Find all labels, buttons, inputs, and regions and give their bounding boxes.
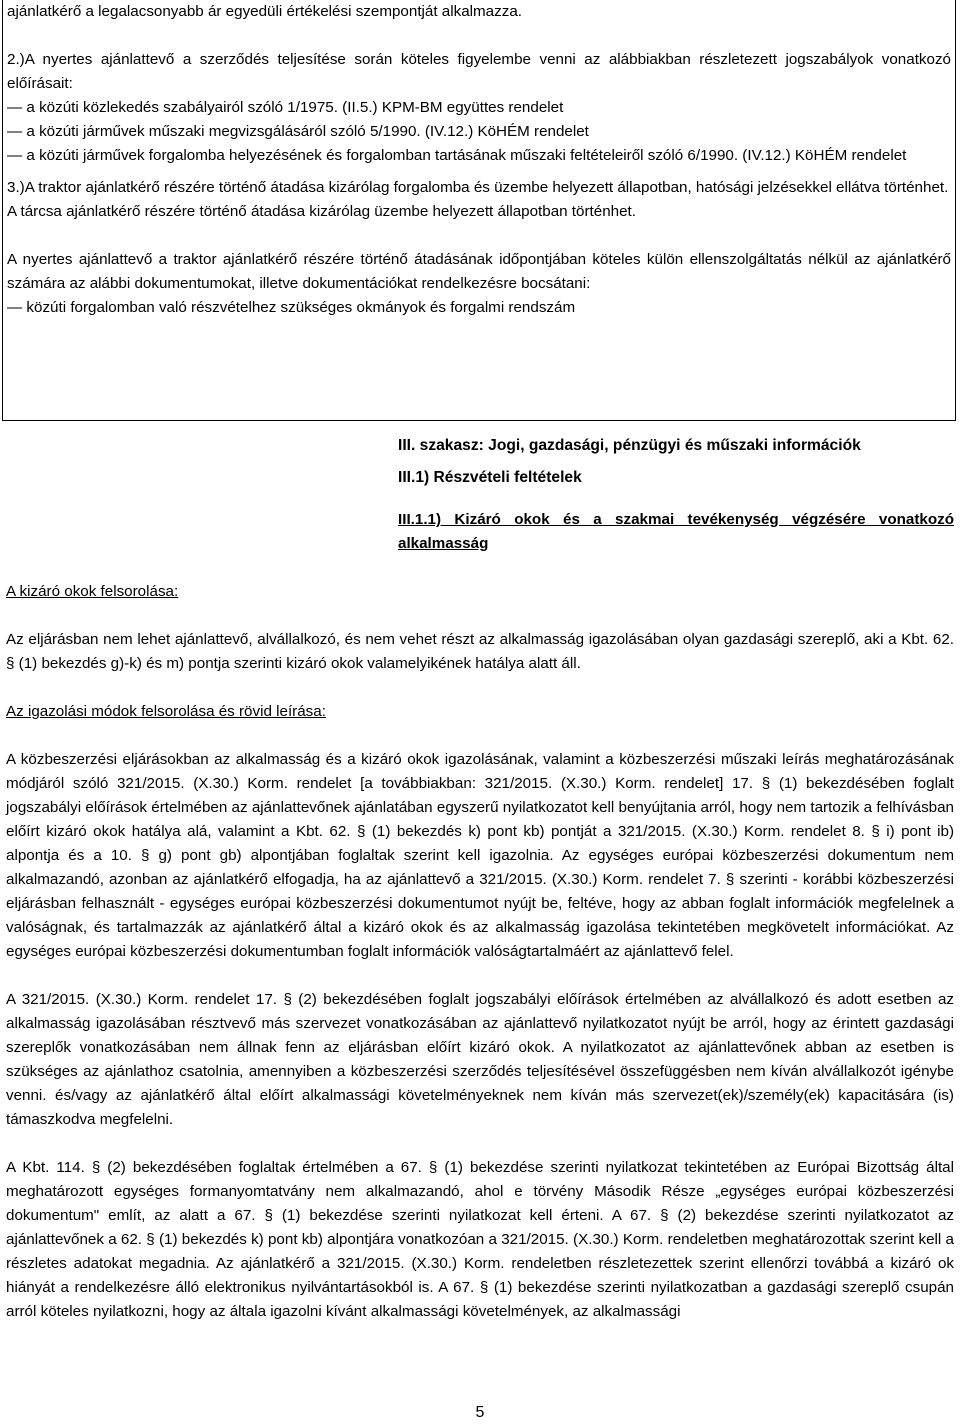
- paragraph-handover: 3.)A traktor ajánlatkérő részére történő átadása kizárólag forgalomba és üzembe helyezett állapotban, hatósági jelzésekkel ellátva történhet.: [7, 179, 949, 196]
- paragraph-proof-2: A 321/2015. (X.30.) Korm. rendelet 17. § (2) bekezdésében foglalt jogszabályi előírások értelmében az alvállalkozó és adott esetben az alkalmasság igazolásában résztvevő más szervezet vonatkozásában az ajánlattevő nyilatkozatot nyújt be arról, hogy az érintett gazdasági szereplők vonatkozásában nem állnak fenn az eljárásban előírt kizáró okok. A nyilatkozatot az ajánlattevőnek abban az esetben is szükséges az ajánlathoz csatolnia, amennyiben a közbeszerzési szerződés teljesítésével összefüggésben nem kíván alvállalkozót igénybe venni. és/vagy az ajánlatkérő által előírt alkalmassági követelményeknek nem kíván más szervezet(ek)/személy(ek) kapacitására (is) támaszkodva megfelelni.: [6, 991, 954, 1128]
- requirements-box: [2, 0, 956, 421]
- subsection-title: III.1) Részvételi feltételek: [398, 469, 582, 486]
- list-item: — a közúti közlekedés szabályairól szóló 1/1975. (II.5.) KPM-BM együttes rendelet: [7, 96, 951, 120]
- section-body: [6, 508, 954, 1324]
- text-line: ajánlatkérő a legalacsonyabb ár egyedüli értékelési szempontját alkalmazza.: [7, 3, 522, 20]
- paragraph-disc: A tárcsa ajánlatkérő részére történő átadása kizárólag üzembe helyezett állapotban történhet.: [7, 203, 636, 220]
- page-number: 5: [475, 1404, 485, 1421]
- section-title: III. szakasz: Jogi, gazdasági, pénzügyi és műszaki információk: [398, 437, 861, 454]
- list-item: — a közúti járművek műszaki megvizsgálásáról szóló 5/1990. (IV.12.) KöHÉM rendelet: [7, 120, 951, 144]
- paragraph-proof-1: A közbeszerzési eljárásokban az alkalmasság és a kizáró okok igazolásának, valamint a közbeszerzési műszaki leírás meghatározásának módjáról szóló 321/2015. (X.30.) Korm. rendelet [a továbbiakban: 321/2015. (X.30.) Korm. rendelet] 17. § (1) bekezdésében foglalt jogszabályi előírások értelmében az ajánlattevőnek ajánlatában egyszerű nyilatkozatot kell benyújtania arról, hogy nem tartozik a felhívásban előírt kizáró okok hatálya alá, valamint a Kbt. 62. § (1) bekezdés k) pont kb) pontját a 321/2015. (X.30.) Korm. rendelet 8. § i) pont ib) alpontja és a 10. § g) pont gb) alpontjában foglaltak szerint kell igazolnia. Az egységes európai közbeszerzési dokumentum nem alkalmazandó, azonban az ajánlatkérő elfogadja, ha az ajánlattevő a 321/2015. (X.30.) Korm. rendelet 7. § szerinti - korábbi közbeszerzési eljárásban felhasznált - egységes európai közbeszerzési dokumentumot nyújt be, feltéve, hogy az abban foglalt információk megfelelnek a valóságnak, és tartalmazzák az ajánlatkérő által a kizáró okok és az alkalmasság igazolása tekintetében megkövetelt információkat. Az egységes európai közbeszerzési dokumentumban foglalt információk valóságtartalmáért az ajánlattevő felel.: [6, 751, 954, 960]
- paragraph-proof-3: A Kbt. 114. § (2) bekezdésében foglaltak értelmében a 67. § (1) bekezdése szerinti nyilatkozat tekintetében az Európai Bizottság által meghatározott egységes formanyomtatvány nem alkalmazandó, ahol e törvény Második Része „egységes európai közbeszerzési dokumentum" említ, az alatt a 67. § (1) bekezdése szerinti nyilatkozat kell érteni. A 67. § (2) bekezdése szerinti nyilatkozatot az ajánlattevőnek a 62. § (1) bekezdés k) pont kb) alpontjára vonatkozóan a 321/2015. (X.30.) Korm. rendeletben meghatározottak szerint kell a részletes adatokat megadnia. Az ajánlatkérő a 321/2015. (X.30.) Korm. rendeletben részletezettek szerint ellenőrzi továbbá a kizáró ok hiányát a rendelkezésre álló elektronikus nyilvántartásokból is. A 67. § (1) bekezdése szerinti nyilatkozatban a gazdasági szereplő csupán arról köteles nyilatkozni, hogy az általa igazolni kívánt alkalmassági követelmények, az alkalmassági: [6, 1159, 954, 1320]
- list-item: — közúti forgalomban való részvételhez szükséges okmányok és forgalmi rendszám: [7, 296, 951, 320]
- heading-exclusion: A kizáró okok felsorolása:: [6, 583, 179, 600]
- subsubsection-title: III.1.1) Kizáró okok és a szakmai tevékenység végzésére vonatkozó alkalmasság: [398, 511, 954, 552]
- paragraph-documents: A nyertes ajánlattevő a traktor ajánlatkérő részére történő átadásának időpontjában köteles külön ellenszolgáltatás nélkül az ajánlatkérő számára az alábbi dokumentumokat, illetve dokumentációkat rendelkezésre bocsátani:: [7, 251, 951, 292]
- paragraph-legal-requirements: 2.)A nyertes ajánlattevő a szerződés teljesítése során köteles figyelembe venni az alábbiakban részletezett jogszabályok vonatkozó előírásait:: [7, 51, 951, 92]
- list-item: — a közúti járművek forgalomba helyezésének és forgalomban tartásának műszaki feltételeiről szóló 6/1990. (IV.12.) KöHÉM rendelet: [7, 144, 951, 168]
- paragraph-exclusion: Az eljárásban nem lehet ajánlattevő, alvállalkozó, és nem vehet részt az alkalmasság igazolásában olyan gazdasági szereplő, aki a Kbt. 62. § (1) bekezdés g)-k) és m) pontja szerinti kizáró okok valamelyikének hatálya alatt áll.: [6, 631, 954, 672]
- heading-proof: Az igazolási módok felsorolása és rövid leírása:: [6, 703, 326, 720]
